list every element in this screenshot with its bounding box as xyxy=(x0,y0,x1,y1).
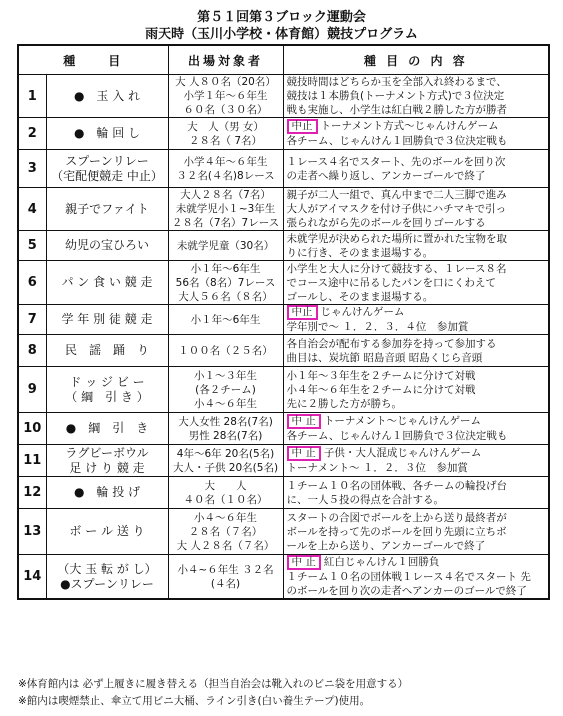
event-content xyxy=(283,150,549,188)
content-text: 小学生と大人に分けて競技する、１レース８名 でコース途中に吊るしたパンを口にくわえて ゴールし、そのまま退場する。 xyxy=(286,262,507,303)
row-number: 13 xyxy=(18,509,46,555)
content-text: トーナメント方式～じゃんけんゲーム 各チーム、じゃんけん１回勝負で３位決定戦も xyxy=(286,120,508,147)
table-row xyxy=(18,231,549,261)
event-target: 小４~６年生 ３２名 (４名) xyxy=(168,555,283,600)
canceled-badge: 中 止 xyxy=(287,555,321,570)
program-table xyxy=(17,44,550,600)
event-name: パ ン 食 い 競 走 xyxy=(46,261,168,305)
event-target: 大 人（男 女） ２８名（ 7名） xyxy=(168,118,283,150)
event-name: ● 玉 入 れ xyxy=(46,75,168,118)
event-name: ラグビーボウル 足 け り 競 走 xyxy=(46,445,168,477)
table-row xyxy=(18,445,549,477)
row-number: 12 xyxy=(18,477,46,509)
content-text: スタートの合図でボールを上から送り最終者が ボールを持って先のポールを回り先頭に立ちボ ールを上から送り、アンカーゴールで終了 xyxy=(286,511,507,552)
event-target: 小１～３年生 (各２チーム) 小４～６年生 xyxy=(168,367,283,413)
canceled-badge: 中止 xyxy=(287,305,318,320)
table-row xyxy=(18,150,549,188)
event-target: 大人女性 28名(7名) 男性 28名(7名) xyxy=(168,413,283,445)
event-content xyxy=(283,118,549,150)
content-text: 競技時間はどちらか玉を全部入れ終わるまで、 競技は１本勝負(トーナメント方式)で３位決定 戦も実施し、小学生は紅白戦２勝した方が勝者 xyxy=(286,76,508,116)
event-content xyxy=(283,367,549,413)
table-row xyxy=(18,335,549,367)
header-target: 出場対象者 xyxy=(168,45,283,75)
row-number: 14 xyxy=(18,555,46,600)
event-name: 親子でファイト xyxy=(46,188,168,231)
footer-note-1: ※体育館内は 必ず上履きに履き替える（担当自治会は靴入れのビニ袋を用意する） xyxy=(18,678,409,690)
table-row xyxy=(18,75,549,118)
event-target: 大 人８０名（20名） 小学１年～６年生 ６０名（３０名） xyxy=(168,75,283,118)
event-target: 4年～6年 20名(5名) 大人・子供 20名(5名) xyxy=(168,445,283,477)
row-number: 3 xyxy=(18,150,46,188)
event-content xyxy=(283,413,549,445)
row-number: 7 xyxy=(18,305,46,335)
event-name: （大 玉 転 が し） ●スプーンリレー xyxy=(46,555,168,600)
canceled-badge: 中止 xyxy=(287,119,318,134)
table-row xyxy=(18,305,549,335)
event-target: 大 人 ４０名（１０名） xyxy=(168,477,283,509)
event-name: ● 綱 引 き xyxy=(46,413,168,445)
content-text: じゃんけんゲーム 学年別で～ １．２．３．４位 参加賞 xyxy=(286,306,469,333)
event-content xyxy=(283,445,549,477)
row-number: 8 xyxy=(18,335,46,367)
row-number: 6 xyxy=(18,261,46,305)
table-row xyxy=(18,188,549,231)
row-number: 5 xyxy=(18,231,46,261)
event-content xyxy=(283,477,549,509)
event-name: 民 謡 踊 り xyxy=(46,335,168,367)
event-content xyxy=(283,188,549,231)
event-target: １００名（２５名） xyxy=(168,335,283,367)
table-row xyxy=(18,509,549,555)
event-target: 大人２８名（7名） 未就学児小１~3年生 ２８名（7名）7レース xyxy=(168,188,283,231)
header-event: 種 目 xyxy=(18,45,168,75)
event-name: 学 年 別 徒 競 走 xyxy=(46,305,168,335)
content-text: 親子が二人一組で、真ん中まで二人三脚で進み 大人がアイマスクを付け子供にハチマキで引っ 張られながら先のボールを回りゴールする xyxy=(286,189,507,229)
event-content xyxy=(283,555,549,600)
event-name: スプーンリレー （宅配便競走 中止） xyxy=(46,150,168,188)
content-text: 紅白じゃんけん１回勝負 １チーム１０名の団体戦１レース４名でスタート 先 のボールを回り次の走者へアンカーのゴールで終了 xyxy=(286,556,531,597)
row-number: 10 xyxy=(18,413,46,445)
event-target: 小学４年～６年生 ３２名(４名)8レース xyxy=(168,150,283,188)
event-target: 未就学児童（30名） xyxy=(168,231,283,261)
event-name: ド ッ ジ ビ ー （ 綱 引 き ） xyxy=(46,367,168,413)
content-text: 各自治会が配布する参加券を持って参加する 曲目は、炭坑節 昭島音頭 昭島くじら音頭 xyxy=(286,337,497,364)
content-text: 小１年～３年生を２チームに分けて対戦 小４年～６年生を２チームに分けて対戦 先に２勝した方が勝ち。 xyxy=(286,369,476,410)
table-row xyxy=(18,261,549,305)
event-content xyxy=(283,231,549,261)
row-number: 4 xyxy=(18,188,46,231)
event-name: ● 輪 投 げ xyxy=(46,477,168,509)
program-title: 第５１回第３ブロック運動会 xyxy=(197,10,366,25)
row-number: 2 xyxy=(18,118,46,150)
table-header-row xyxy=(18,45,549,75)
program-subtitle: 雨天時（玉川小学校・体育館）競技プログラム xyxy=(145,27,418,42)
canceled-badge: 中 止 xyxy=(287,446,321,461)
canceled-badge: 中 止 xyxy=(287,414,321,429)
event-content xyxy=(283,261,549,305)
event-content xyxy=(283,305,549,335)
content-text: １レース４名でスタート、先のボールを回り次 の走者へ繰り返し、アンカーゴールで終了 xyxy=(286,155,506,182)
table-row xyxy=(18,118,549,150)
content-text: 子供・大人混成じゃんけんゲーム トーナメント～ １．２．３位 参加賞 xyxy=(286,447,482,474)
row-number: 9 xyxy=(18,367,46,413)
table-row xyxy=(18,413,549,445)
event-target: 小１年～6年生 56名（8名）7レース 大人５６名（８名） xyxy=(168,261,283,305)
event-name: ボ ー ル 送 り xyxy=(46,509,168,555)
content-text: トーナメント～じゃんけんゲーム 各チーム、じゃんけん１回勝負で３位決定戦も xyxy=(286,415,508,442)
event-target: 小１年～6年生 xyxy=(168,305,283,335)
event-content xyxy=(283,75,549,118)
table-row xyxy=(18,477,549,509)
footer-note-2: ※館内は喫煙禁止、傘立て用ビニ大桶、ライン引き(白い養生テープ)使用。 xyxy=(18,695,371,707)
event-content xyxy=(283,509,549,555)
table-row xyxy=(18,555,549,600)
event-content xyxy=(283,335,549,367)
content-text: １チーム１０名の団体戦、各チームの輪投げ台 に、一人５投の得点を合計する。 xyxy=(286,479,508,506)
table-row xyxy=(18,367,549,413)
event-name: 幼児の宝ひろい xyxy=(46,231,168,261)
row-number: 1 xyxy=(18,75,46,118)
content-text: 未就学児が決められた場所に置かれた宝物を取 りに行き、そのまま退場する。 xyxy=(286,232,508,259)
event-target: 小４～６年生 ２８名（７名） 大 人２８名（７名） xyxy=(168,509,283,555)
row-number: 11 xyxy=(18,445,46,477)
header-content: 種 目 の 内 容 xyxy=(283,45,549,75)
event-name: ● 輪 回 し xyxy=(46,118,168,150)
